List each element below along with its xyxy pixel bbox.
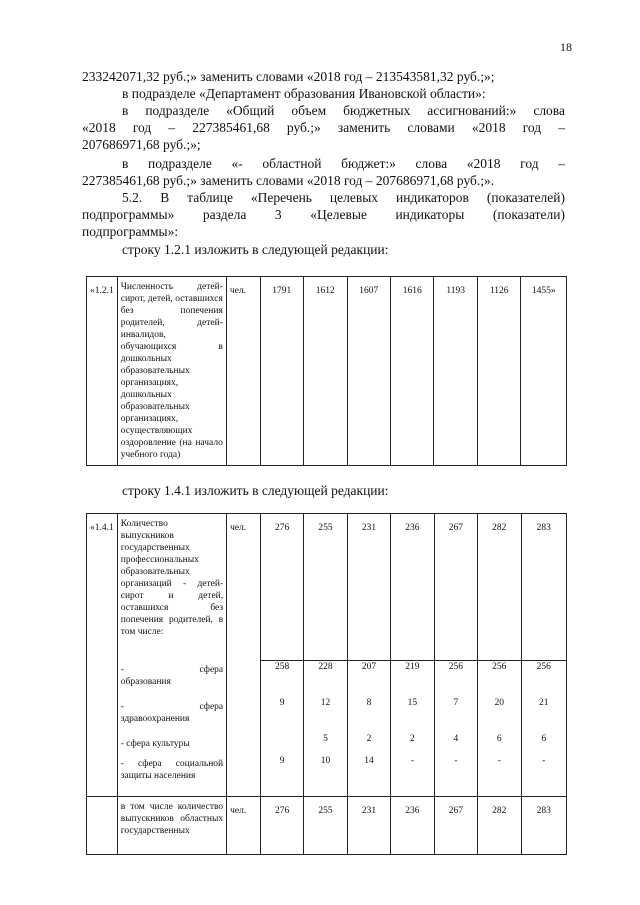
value-cell: 231: [347, 514, 390, 661]
row-unit: чел.: [227, 514, 261, 797]
value-cell: 283: [521, 514, 567, 661]
value-cell: 282: [478, 514, 521, 661]
indicator-table-1-4-1: [86, 513, 567, 855]
value-cell: 15: [391, 697, 434, 733]
desc-sub-health-a: - сфера: [120, 702, 224, 712]
paragraph-3-line-1: в подразделе «Общий объем бюджетных ассигнований:» слова: [122, 103, 565, 118]
value-cell: 231: [347, 797, 390, 855]
row-description: [117, 514, 226, 797]
desc-sub-social-b: защиты населения: [120, 771, 196, 781]
value-cell: 1193: [434, 277, 477, 466]
value-cell: 8: [347, 697, 390, 733]
value-cell: -: [478, 755, 521, 797]
row-code: «1.4.1: [87, 514, 118, 797]
desc-sub-health-b: здравоохранения: [120, 714, 190, 724]
paragraph-5-line-3: подпрограммы»:: [82, 224, 179, 239]
value-cell: 236: [391, 514, 434, 661]
value-cell: 9: [260, 697, 303, 733]
value-cell: 255: [304, 514, 347, 661]
paragraph-5-line-1: 5.2. В таблице «Перечень целевых индикаторов (показателей): [122, 190, 565, 205]
paragraph-2: в подразделе «Департамент образования Ивановской области»:: [122, 86, 486, 101]
paragraph-5-line-2: подпрограммы» раздела 3 «Целевые индикаторы (показатели): [82, 207, 565, 222]
paragraph-1: 233242071,32 руб.;» заменить словами «2018 год – 213543581,32 руб.;»;: [82, 69, 495, 84]
value-cell: 256: [521, 661, 567, 697]
desc-sub-culture: - сфера культуры: [120, 739, 190, 749]
desc-main: Количество выпускников государственных профессиональных образовательных организаций - детей-сирот и детей, оставшихся без попечения родителей, в том числе:: [120, 519, 224, 637]
row-code: «1.2.1: [87, 277, 118, 466]
value-cell: 255: [304, 797, 347, 855]
paragraph-3-line-3: 207686971,68 руб.;»;: [82, 137, 201, 152]
value-cell: 6: [478, 733, 521, 755]
paragraph-3-line-2: «2018 год – 227385461,68 руб.;» заменить словами «2018 год –: [82, 120, 565, 135]
value-cell: 21: [521, 697, 567, 733]
value-cell: 1612: [304, 277, 347, 466]
value-cell: 283: [521, 797, 567, 855]
value-cell: 256: [478, 661, 521, 697]
value-cell: -: [434, 755, 477, 797]
value-cell: 10: [304, 755, 347, 797]
table-row: [87, 797, 567, 855]
value-cell: 4: [434, 733, 477, 755]
value-cell: 2: [347, 733, 390, 755]
value-cell: 1616: [390, 277, 433, 466]
value-cell: -: [521, 755, 567, 797]
value-cell: 1455»: [521, 277, 567, 466]
value-cell: 1791: [260, 277, 303, 466]
desc-sub-education-b: образования: [120, 677, 171, 687]
desc-sub-education-a: - сфера: [120, 665, 224, 675]
paragraph-6: строку 1.2.1 изложить в следующей редакции:: [122, 242, 389, 257]
value-cell: 282: [478, 797, 521, 855]
paragraph-4-line-1: в подразделе «- областной бюджет:» слова «2018 год –: [122, 156, 565, 171]
paragraph-7: строку 1.4.1 изложить в следующей редакции:: [122, 483, 389, 498]
value-cell: [260, 733, 303, 755]
value-cell: 276: [260, 514, 303, 661]
desc-sub-social-a: - сфера социальной: [120, 759, 224, 769]
value-cell: 207: [347, 661, 390, 697]
row-description: Численность детей-сирот, детей, оставшихся без попечения родителей, детей-инвалидов, обучающихся в дошкольных образовательных организациях, дошкольных образовательных организациях, осуществляющих оздоровление (на начало учебного года): [117, 277, 226, 466]
row-description: в том числе количество выпускников областных государственных: [117, 797, 226, 855]
value-cell: 219: [391, 661, 434, 697]
row-unit: чел.: [226, 277, 260, 466]
value-cell: 256: [434, 661, 477, 697]
value-cell: 6: [521, 733, 567, 755]
row-code-empty: [87, 797, 118, 855]
value-cell: 228: [304, 661, 347, 697]
value-cell: 2: [391, 733, 434, 755]
value-cell: 7: [434, 697, 477, 733]
row-unit: чел.: [227, 797, 261, 855]
value-cell: 236: [391, 797, 434, 855]
value-cell: 1607: [347, 277, 390, 466]
paragraph-4-line-2: 227385461,68 руб.;» заменить словами «2018 год – 207686971,68 руб.;».: [82, 173, 495, 188]
value-cell: 276: [260, 797, 303, 855]
value-cell: 12: [304, 697, 347, 733]
indicator-table-1-2-1: [86, 276, 567, 466]
value-cell: 258: [260, 661, 303, 697]
table-row: [87, 277, 567, 466]
value-cell: 14: [347, 755, 390, 797]
value-cell: 5: [304, 733, 347, 755]
page-number: 18: [560, 40, 572, 54]
value-cell: 9: [260, 755, 303, 797]
value-cell: 1126: [477, 277, 520, 466]
value-cell: -: [391, 755, 434, 797]
table-row: [87, 514, 567, 661]
value-cell: 20: [478, 697, 521, 733]
value-cell: 267: [434, 797, 477, 855]
value-cell: 267: [434, 514, 477, 661]
